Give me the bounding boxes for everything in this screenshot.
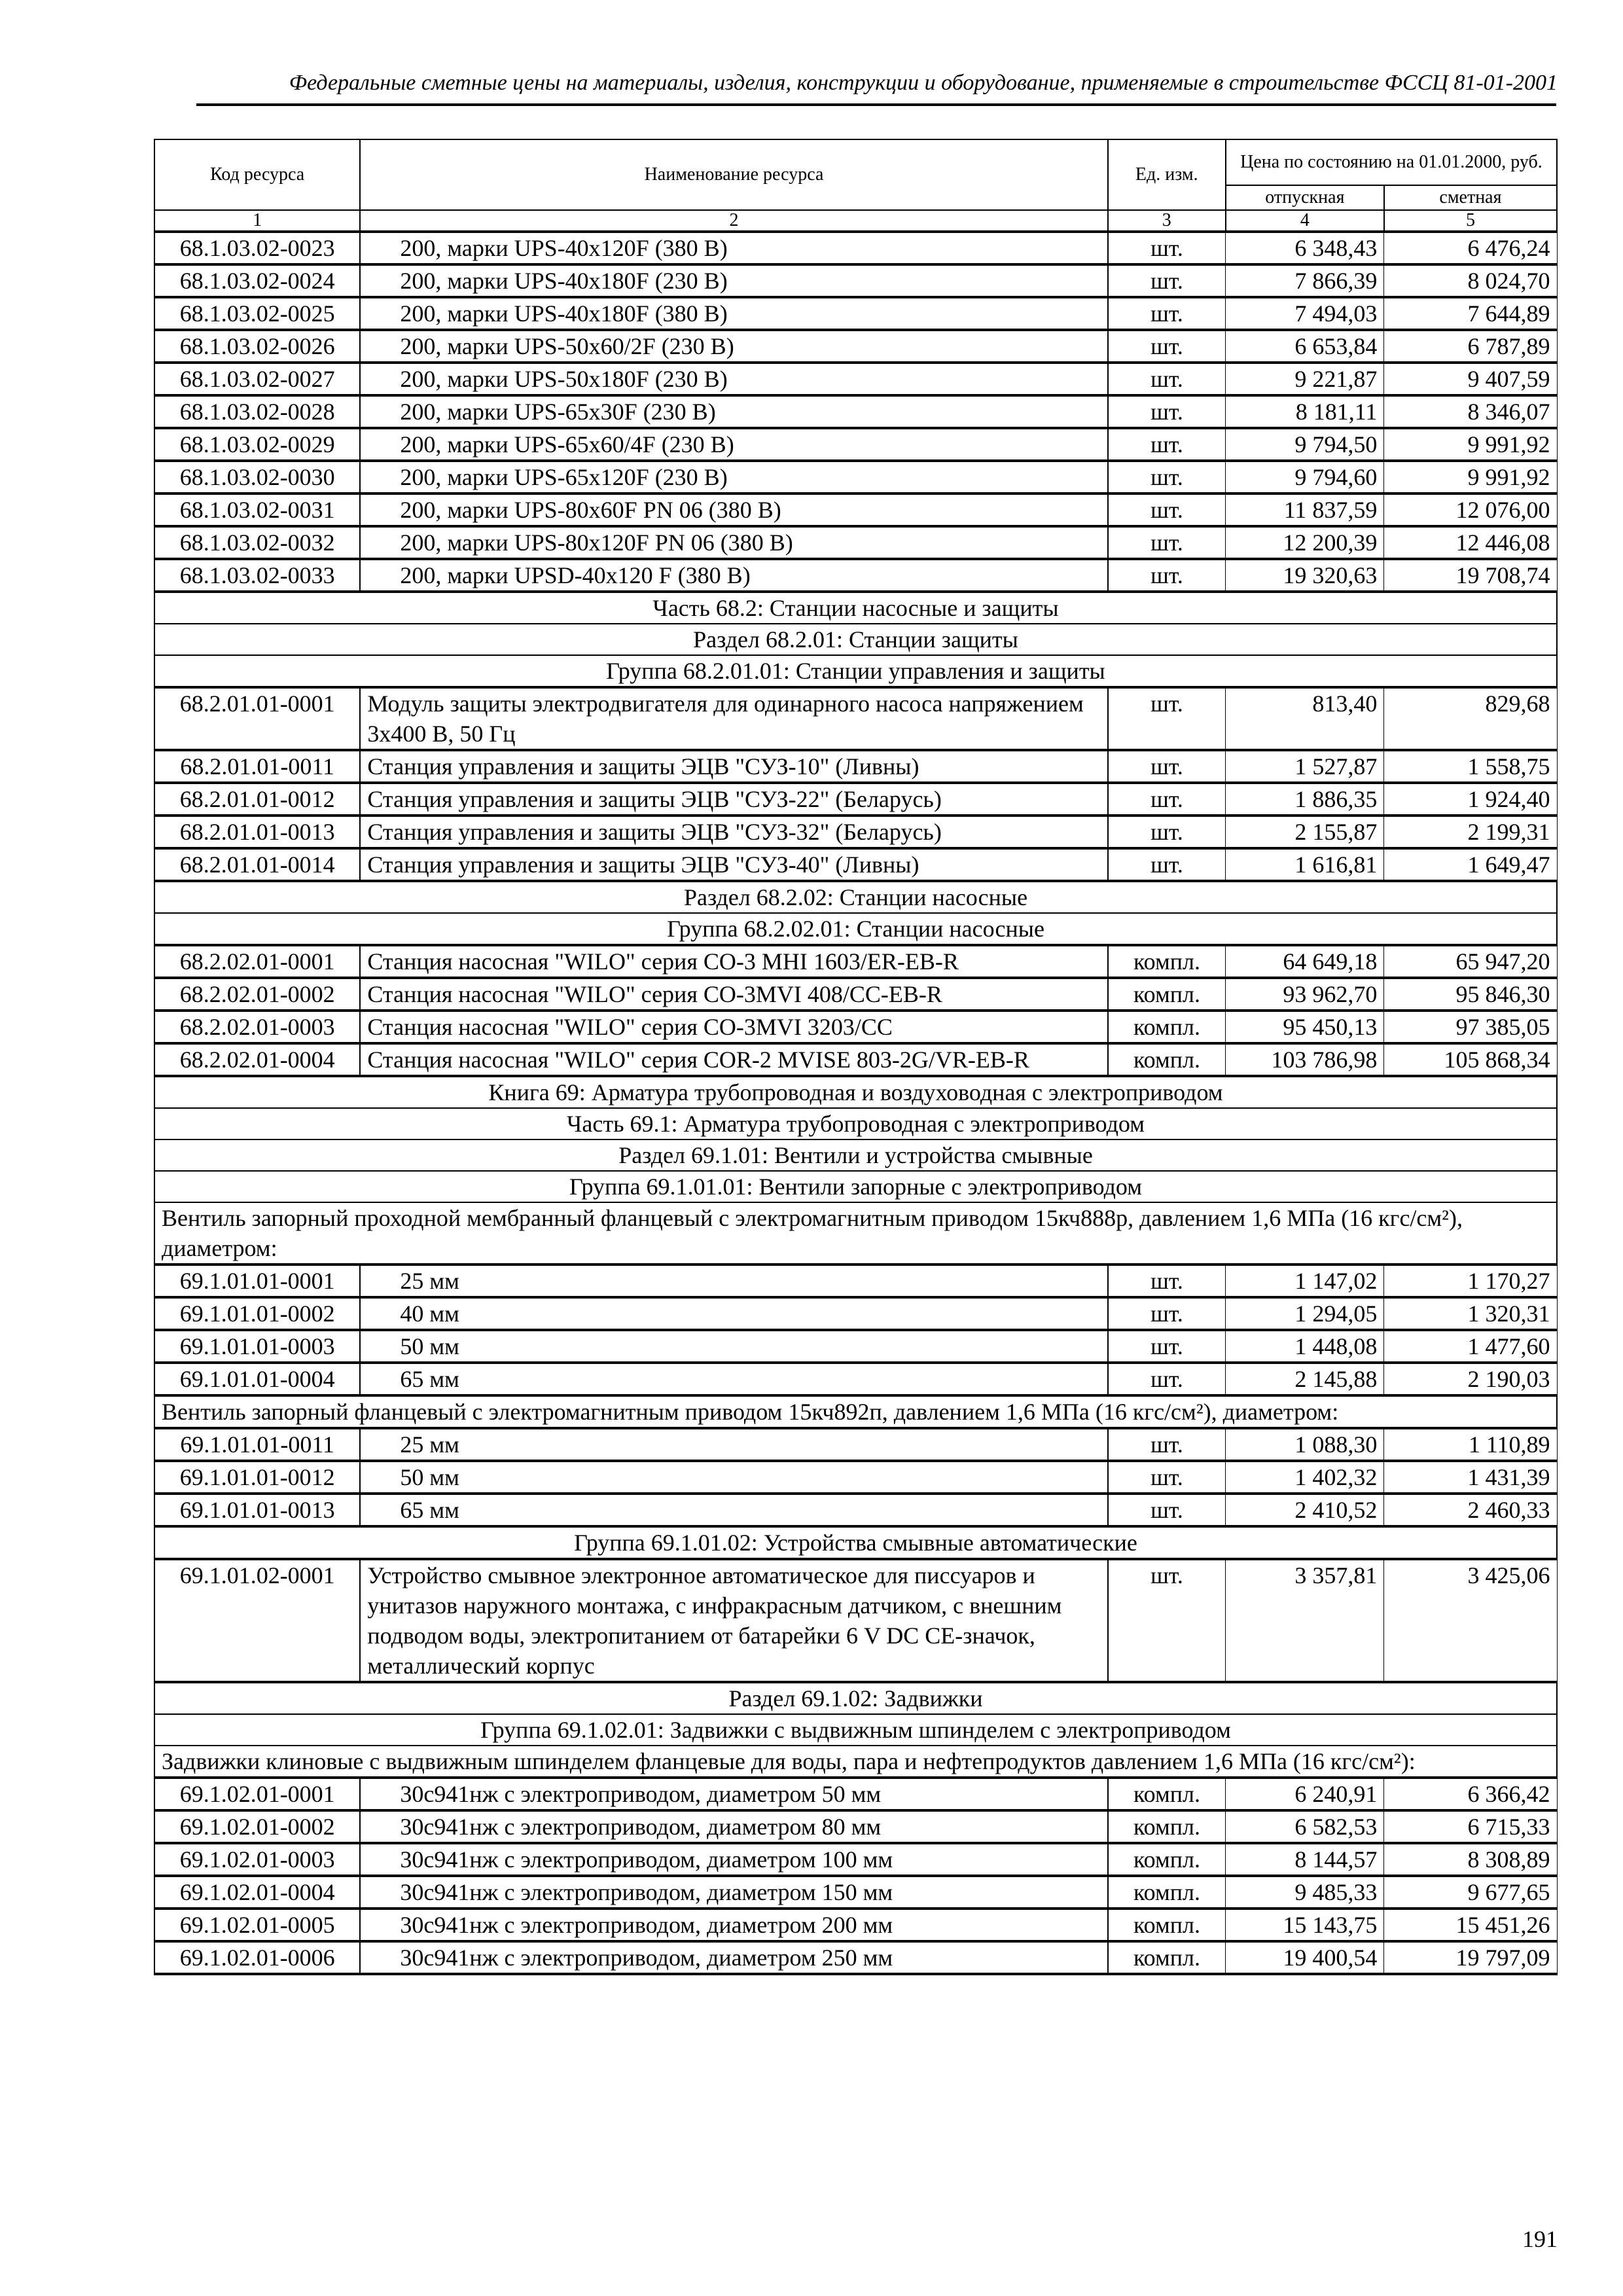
header-rule	[196, 103, 1556, 106]
table-row	[154, 559, 1557, 592]
table-row	[154, 750, 1557, 783]
price-estimate: 3 425,06	[1384, 1559, 1557, 1682]
resource-name: Станция насосная "WILO" серия CO-3 MHI 1603/ER-EB-R	[360, 945, 1107, 978]
unit-of-measure: шт.	[1108, 1297, 1226, 1330]
price-release: 1 616,81	[1226, 848, 1384, 881]
price-release: 9 794,50	[1226, 428, 1384, 461]
price-release: 1 147,02	[1226, 1265, 1384, 1297]
price-estimate: 1 477,60	[1384, 1330, 1557, 1363]
table-row	[154, 687, 1557, 750]
part-heading: Часть 68.2: Станции насосные и защиты	[154, 592, 1557, 624]
unit-of-measure: шт.	[1108, 297, 1226, 330]
unit-of-measure: шт.	[1108, 559, 1226, 592]
part-heading-row	[154, 592, 1557, 624]
price-estimate: 1 320,31	[1384, 1297, 1557, 1330]
price-release: 1 886,35	[1226, 783, 1384, 816]
unit-of-measure: компл.	[1108, 1876, 1226, 1909]
price-estimate: 2 190,03	[1384, 1363, 1557, 1395]
unit-of-measure: шт.	[1108, 687, 1226, 750]
unit-of-measure: компл.	[1108, 1043, 1226, 1076]
price-estimate: 9 407,59	[1384, 363, 1557, 395]
price-estimate: 8 024,70	[1384, 264, 1557, 297]
price-estimate: 105 868,34	[1384, 1043, 1557, 1076]
header-code: Код ресурса	[154, 139, 360, 210]
unit-of-measure: компл.	[1108, 1843, 1226, 1876]
price-estimate: 1 558,75	[1384, 750, 1557, 783]
resource-name: Модуль защиты электродвигателя для одинарного насоса напряжением 3х400 В, 50 Гц	[360, 687, 1107, 750]
price-estimate: 8 308,89	[1384, 1843, 1557, 1876]
price-estimate: 829,68	[1384, 687, 1557, 750]
resource-name: Станция управления и защиты ЭЦВ "СУЗ-22" (Беларусь)	[360, 783, 1107, 816]
column-number: 1	[154, 210, 360, 232]
resource-name: 200, марки UPS-65x60/4F (230 В)	[360, 428, 1107, 461]
section-heading-row	[154, 881, 1557, 913]
resource-name: Станция насосная "WILO" серия CO-3MVI 3203/CC	[360, 1011, 1107, 1043]
table-row	[154, 330, 1557, 363]
table-row	[154, 428, 1557, 461]
group-heading-row	[154, 1171, 1557, 1202]
group-intro-text: Задвижки клиновые с выдвижным шпинделем фланцевые для воды, пара и нефтепродуктов давлением 1,6 МПа (16 кгс/см²):	[154, 1746, 1557, 1778]
resource-code: 69.1.01.01-0013	[154, 1494, 360, 1526]
unit-of-measure: шт.	[1108, 264, 1226, 297]
unit-of-measure: шт.	[1108, 1461, 1226, 1494]
resource-code: 68.2.02.01-0003	[154, 1011, 360, 1043]
resource-name: 200, марки UPS-80x120F PN 06 (380 В)	[360, 526, 1107, 559]
price-release: 19 320,63	[1226, 559, 1384, 592]
unit-of-measure: шт.	[1108, 363, 1226, 395]
resource-code: 69.1.02.01-0004	[154, 1876, 360, 1909]
table-row	[154, 1810, 1557, 1843]
header-price-release: отпускная	[1226, 185, 1384, 210]
group-heading: Группа 69.1.01.01: Вентили запорные с электроприводом	[154, 1171, 1557, 1202]
table-row	[154, 848, 1557, 881]
price-release: 9 221,87	[1226, 363, 1384, 395]
table-row	[154, 816, 1557, 848]
table-row	[154, 1265, 1557, 1297]
resource-code: 68.1.03.02-0030	[154, 461, 360, 493]
resource-name: 200, марки UPS-40x120F (380 В)	[360, 232, 1107, 264]
resource-name: 200, марки UPS-80x60F PN 06 (380 В)	[360, 493, 1107, 526]
price-estimate: 12 446,08	[1384, 526, 1557, 559]
price-release: 6 348,43	[1226, 232, 1384, 264]
price-release: 103 786,98	[1226, 1043, 1384, 1076]
resource-name: 30с941нж с электроприводом, диаметром 150 мм	[360, 1876, 1107, 1909]
table-row	[154, 783, 1557, 816]
price-estimate: 1 924,40	[1384, 783, 1557, 816]
resource-code: 69.1.01.02-0001	[154, 1559, 360, 1682]
table-row	[154, 1297, 1557, 1330]
table-row	[154, 1941, 1557, 1974]
table-row	[154, 264, 1557, 297]
price-estimate: 12 076,00	[1384, 493, 1557, 526]
price-release: 11 837,59	[1226, 493, 1384, 526]
resource-name: Станция управления и защиты ЭЦВ "СУЗ-40" (Ливны)	[360, 848, 1107, 881]
price-release: 9 794,60	[1226, 461, 1384, 493]
resource-code: 68.1.03.02-0023	[154, 232, 360, 264]
resource-name: 25 мм	[360, 1428, 1107, 1461]
section-heading: Раздел 68.2.01: Станции защиты	[154, 624, 1557, 655]
group-intro-row	[154, 1395, 1557, 1428]
price-release: 8 144,57	[1226, 1843, 1384, 1876]
price-release: 95 450,13	[1226, 1011, 1384, 1043]
section-heading-row	[154, 624, 1557, 655]
price-release: 15 143,75	[1226, 1909, 1384, 1941]
table-row	[154, 1778, 1557, 1810]
resource-code: 68.2.01.01-0014	[154, 848, 360, 881]
table-row	[154, 1043, 1557, 1076]
group-heading-row	[154, 1714, 1557, 1746]
group-heading-row	[154, 913, 1557, 945]
table-row	[154, 945, 1557, 978]
unit-of-measure: шт.	[1108, 526, 1226, 559]
resource-code: 68.2.02.01-0002	[154, 978, 360, 1011]
resource-name: 65 мм	[360, 1494, 1107, 1526]
header-price-group: Цена по состоянию на 01.01.2000, руб.	[1226, 139, 1557, 185]
resource-code: 68.2.01.01-0001	[154, 687, 360, 750]
resource-name: 200, марки UPSD-40x120 F (380 В)	[360, 559, 1107, 592]
group-intro-text: Вентиль запорный фланцевый с электромагнитным приводом 15кч892п, давлением 1,6 МПа (16 кгс/см²), диаметром:	[154, 1395, 1557, 1428]
price-release: 1 448,08	[1226, 1330, 1384, 1363]
price-release: 2 410,52	[1226, 1494, 1384, 1526]
table-row	[154, 1363, 1557, 1395]
table-body	[154, 232, 1557, 1974]
column-number: 5	[1384, 210, 1557, 232]
price-release: 2 145,88	[1226, 1363, 1384, 1395]
book-heading: Книга 69: Арматура трубопроводная и воздуховодная с электроприводом	[154, 1076, 1557, 1108]
price-estimate: 19 797,09	[1384, 1941, 1557, 1974]
group-intro-text: Вентиль запорный проходной мембранный фланцевый с электромагнитным приводом 15кч888р, давлением 1,6 МПа (16 кгс/см²), диаметром:	[154, 1202, 1557, 1265]
resource-code: 68.1.03.02-0024	[154, 264, 360, 297]
price-release: 6 582,53	[1226, 1810, 1384, 1843]
section-heading-row	[154, 1682, 1557, 1714]
resource-code: 68.1.03.02-0031	[154, 493, 360, 526]
table-row	[154, 1461, 1557, 1494]
table-row	[154, 1876, 1557, 1909]
price-estimate: 1 649,47	[1384, 848, 1557, 881]
resource-name: Станция насосная "WILO" серия CO-3MVI 408/CC-EB-R	[360, 978, 1107, 1011]
resource-name: Станция насосная "WILO" серия COR-2 MVISE 803-2G/VR-EB-R	[360, 1043, 1107, 1076]
resource-code: 69.1.02.01-0005	[154, 1909, 360, 1941]
table-row	[154, 297, 1557, 330]
resource-code: 69.1.02.01-0003	[154, 1843, 360, 1876]
table-row	[154, 1011, 1557, 1043]
table-row	[154, 395, 1557, 428]
price-release: 64 649,18	[1226, 945, 1384, 978]
resource-code: 69.1.02.01-0002	[154, 1810, 360, 1843]
group-heading-row	[154, 655, 1557, 687]
resource-code: 69.1.01.01-0004	[154, 1363, 360, 1395]
resource-code: 68.2.01.01-0013	[154, 816, 360, 848]
group-heading: Группа 69.1.01.02: Устройства смывные автоматические	[154, 1526, 1557, 1559]
table-row	[154, 493, 1557, 526]
unit-of-measure: шт.	[1108, 395, 1226, 428]
resource-name: Станция управления и защиты ЭЦВ "СУЗ-32" (Беларусь)	[360, 816, 1107, 848]
table-row	[154, 1494, 1557, 1526]
price-release: 1 527,87	[1226, 750, 1384, 783]
part-heading-row	[154, 1108, 1557, 1139]
price-estimate: 19 708,74	[1384, 559, 1557, 592]
resource-name: 200, марки UPS-40x180F (380 В)	[360, 297, 1107, 330]
resource-code: 68.2.02.01-0001	[154, 945, 360, 978]
unit-of-measure: компл.	[1108, 1778, 1226, 1810]
table-row	[154, 526, 1557, 559]
table-row	[154, 1559, 1557, 1682]
resource-code: 68.1.03.02-0026	[154, 330, 360, 363]
resource-name: 50 мм	[360, 1461, 1107, 1494]
price-table	[154, 139, 1558, 1975]
resource-code: 68.2.01.01-0011	[154, 750, 360, 783]
price-estimate: 9 677,65	[1384, 1876, 1557, 1909]
resource-name: 25 мм	[360, 1265, 1107, 1297]
price-estimate: 7 644,89	[1384, 297, 1557, 330]
price-release: 6 653,84	[1226, 330, 1384, 363]
unit-of-measure: компл.	[1108, 978, 1226, 1011]
table-row	[154, 363, 1557, 395]
unit-of-measure: шт.	[1108, 1363, 1226, 1395]
group-heading: Группа 69.1.02.01: Задвижки с выдвижным шпинделем с электроприводом	[154, 1714, 1557, 1746]
price-estimate: 15 451,26	[1384, 1909, 1557, 1941]
table-row	[154, 1909, 1557, 1941]
running-header: Федеральные сметные цены на материалы, изделия, конструкции и оборудование, применяемые в строительстве ФССЦ 81-01-2001	[289, 71, 1558, 95]
unit-of-measure: компл.	[1108, 1909, 1226, 1941]
page-number: 191	[1522, 2226, 1558, 2252]
resource-name: 200, марки UPS-50x180F (230 В)	[360, 363, 1107, 395]
price-estimate: 65 947,20	[1384, 945, 1557, 978]
price-estimate: 6 787,89	[1384, 330, 1557, 363]
table-row	[154, 232, 1557, 264]
section-heading: Раздел 68.2.02: Станции насосные	[154, 881, 1557, 913]
resource-code: 68.1.03.02-0028	[154, 395, 360, 428]
price-estimate: 2 199,31	[1384, 816, 1557, 848]
table-row	[154, 461, 1557, 493]
resource-name: 30с941нж с электроприводом, диаметром 50 мм	[360, 1778, 1107, 1810]
price-estimate: 6 366,42	[1384, 1778, 1557, 1810]
resource-name: 30с941нж с электроприводом, диаметром 100 мм	[360, 1843, 1107, 1876]
price-estimate: 1 110,89	[1384, 1428, 1557, 1461]
group-intro-row	[154, 1202, 1557, 1265]
resource-code: 68.2.02.01-0004	[154, 1043, 360, 1076]
table-row	[154, 1330, 1557, 1363]
resource-code: 68.2.01.01-0012	[154, 783, 360, 816]
unit-of-measure: шт.	[1108, 428, 1226, 461]
price-release: 93 962,70	[1226, 978, 1384, 1011]
price-release: 12 200,39	[1226, 526, 1384, 559]
part-heading: Часть 69.1: Арматура трубопроводная с электроприводом	[154, 1108, 1557, 1139]
unit-of-measure: компл.	[1108, 1941, 1226, 1974]
column-number-row	[154, 210, 1557, 232]
resource-code: 69.1.01.01-0012	[154, 1461, 360, 1494]
section-heading: Раздел 69.1.02: Задвижки	[154, 1682, 1557, 1714]
unit-of-measure: шт.	[1108, 750, 1226, 783]
price-release: 19 400,54	[1226, 1941, 1384, 1974]
table-row	[154, 1428, 1557, 1461]
table-row	[154, 1843, 1557, 1876]
price-release: 2 155,87	[1226, 816, 1384, 848]
unit-of-measure: шт.	[1108, 1428, 1226, 1461]
header-price-estimate: сметная	[1384, 185, 1557, 210]
resource-code: 69.1.01.01-0001	[154, 1265, 360, 1297]
column-number: 3	[1108, 210, 1226, 232]
resource-code: 68.1.03.02-0032	[154, 526, 360, 559]
resource-name: 65 мм	[360, 1363, 1107, 1395]
unit-of-measure: шт.	[1108, 848, 1226, 881]
resource-name: 200, марки UPS-50x60/2F (230 В)	[360, 330, 1107, 363]
resource-name: 30с941нж с электроприводом, диаметром 200 мм	[360, 1909, 1107, 1941]
book-heading-row	[154, 1076, 1557, 1108]
price-estimate: 97 385,05	[1384, 1011, 1557, 1043]
group-heading: Группа 68.2.01.01: Станции управления и защиты	[154, 655, 1557, 687]
price-release: 813,40	[1226, 687, 1384, 750]
group-intro-row	[154, 1746, 1557, 1778]
unit-of-measure: шт.	[1108, 1265, 1226, 1297]
price-estimate: 8 346,07	[1384, 395, 1557, 428]
resource-code: 68.1.03.02-0025	[154, 297, 360, 330]
resource-code: 69.1.01.01-0011	[154, 1428, 360, 1461]
price-estimate: 1 170,27	[1384, 1265, 1557, 1297]
resource-name: 30с941нж с электроприводом, диаметром 80 мм	[360, 1810, 1107, 1843]
price-release: 1 294,05	[1226, 1297, 1384, 1330]
unit-of-measure: шт.	[1108, 816, 1226, 848]
price-estimate: 2 460,33	[1384, 1494, 1557, 1526]
group-heading: Группа 68.2.02.01: Станции насосные	[154, 913, 1557, 945]
unit-of-measure: шт.	[1108, 330, 1226, 363]
price-release: 3 357,81	[1226, 1559, 1384, 1682]
header-name: Наименование ресурса	[360, 139, 1107, 210]
resource-name: 50 мм	[360, 1330, 1107, 1363]
unit-of-measure: шт.	[1108, 1559, 1226, 1682]
resource-code: 69.1.01.01-0002	[154, 1297, 360, 1330]
price-release: 1 088,30	[1226, 1428, 1384, 1461]
price-estimate: 95 846,30	[1384, 978, 1557, 1011]
resource-code: 68.1.03.02-0033	[154, 559, 360, 592]
price-release: 8 181,11	[1226, 395, 1384, 428]
unit-of-measure: шт.	[1108, 1494, 1226, 1526]
price-release: 7 866,39	[1226, 264, 1384, 297]
header-unit: Ед. изм.	[1108, 139, 1226, 210]
group-heading-row	[154, 1526, 1557, 1559]
price-release: 7 494,03	[1226, 297, 1384, 330]
price-estimate: 9 991,92	[1384, 428, 1557, 461]
resource-name: 200, марки UPS-65x120F (230 В)	[360, 461, 1107, 493]
resource-name: Устройство смывное электронное автоматическое для писсуаров и унитазов наружного монтажа, с инфракрасным датчиком, с внешним подводом воды, электропитанием от батарейки 6 V DC CE-значок, металлический корпус	[360, 1559, 1107, 1682]
resource-name: 40 мм	[360, 1297, 1107, 1330]
resource-name: 200, марки UPS-65x30F (230 В)	[360, 395, 1107, 428]
resource-code: 69.1.02.01-0001	[154, 1778, 360, 1810]
resource-code: 69.1.01.01-0003	[154, 1330, 360, 1363]
resource-code: 68.1.03.02-0027	[154, 363, 360, 395]
resource-code: 69.1.02.01-0006	[154, 1941, 360, 1974]
unit-of-measure: шт.	[1108, 1330, 1226, 1363]
unit-of-measure: шт.	[1108, 783, 1226, 816]
unit-of-measure: компл.	[1108, 1810, 1226, 1843]
price-estimate: 1 431,39	[1384, 1461, 1557, 1494]
unit-of-measure: шт.	[1108, 461, 1226, 493]
resource-name: Станция управления и защиты ЭЦВ "СУЗ-10" (Ливны)	[360, 750, 1107, 783]
column-number: 4	[1226, 210, 1384, 232]
table-row	[154, 978, 1557, 1011]
section-heading-row	[154, 1139, 1557, 1171]
unit-of-measure: компл.	[1108, 1011, 1226, 1043]
section-heading: Раздел 69.1.01: Вентили и устройства смывные	[154, 1139, 1557, 1171]
resource-name: 30с941нж с электроприводом, диаметром 250 мм	[360, 1941, 1107, 1974]
price-estimate: 9 991,92	[1384, 461, 1557, 493]
price-release: 6 240,91	[1226, 1778, 1384, 1810]
resource-name: 200, марки UPS-40x180F (230 В)	[360, 264, 1107, 297]
price-estimate: 6 476,24	[1384, 232, 1557, 264]
column-number: 2	[360, 210, 1107, 232]
unit-of-measure: шт.	[1108, 232, 1226, 264]
resource-code: 68.1.03.02-0029	[154, 428, 360, 461]
price-estimate: 6 715,33	[1384, 1810, 1557, 1843]
price-release: 9 485,33	[1226, 1876, 1384, 1909]
price-release: 1 402,32	[1226, 1461, 1384, 1494]
unit-of-measure: компл.	[1108, 945, 1226, 978]
unit-of-measure: шт.	[1108, 493, 1226, 526]
table-header	[154, 139, 1557, 232]
